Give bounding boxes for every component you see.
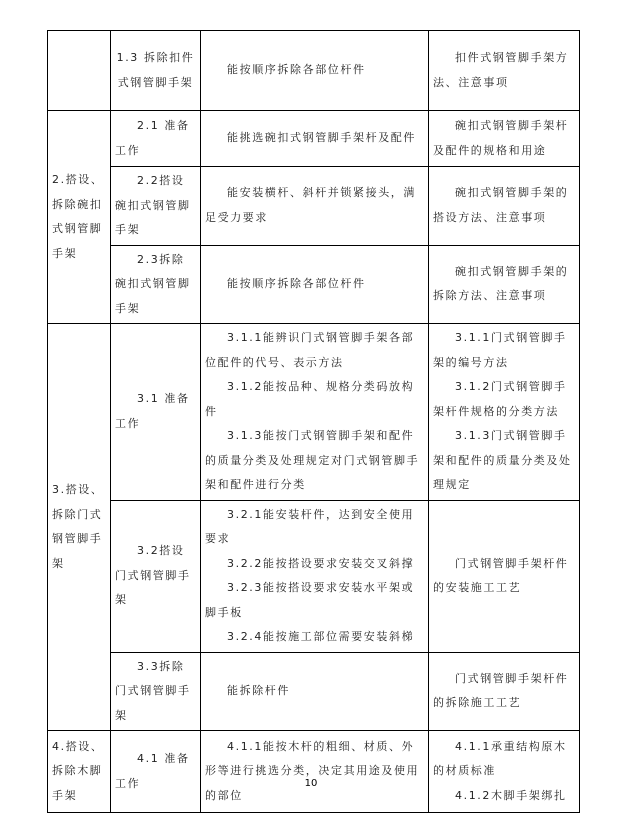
table-row	[48, 167, 580, 246]
knowledge-item: 3.1.2门式钢管脚手架杆件规格的分类方法	[433, 380, 567, 418]
table-row	[48, 500, 580, 652]
skill-cell: 能安装横杆、斜杆并锁紧接头，满足受力要求	[201, 167, 429, 246]
table-row	[48, 324, 580, 501]
item-cell: 1.3 拆除扣件式钢管脚手架	[111, 31, 201, 111]
item-cell: 2.3拆除碗扣式钢管脚手架	[111, 245, 201, 324]
knowledge-cell: 门式钢管脚手架杆件的安装施工工艺	[429, 500, 580, 652]
skill-cell: 能挑选碗扣式钢管脚手架杆及配件	[201, 111, 429, 167]
skill-cell	[201, 324, 429, 501]
skill-cell: 能按顺序拆除各部位杆件	[201, 31, 429, 111]
skill-item: 3.1.2能按品种、规格分类码放构件	[205, 380, 415, 418]
skill-item: 3.2.2能按搭设要求安装交叉斜撑	[227, 556, 415, 570]
item-cell: 3.3拆除门式钢管脚手架	[111, 652, 201, 731]
knowledge-cell: 门式钢管脚手架杆件的拆除施工工艺	[429, 652, 580, 731]
section-cell: 4.搭设、拆除木脚手架	[48, 731, 111, 813]
section-cell: 2.搭设、拆除碗扣式钢管脚手架	[48, 111, 111, 324]
knowledge-item: 3.1.1门式钢管脚手架的编号方法	[433, 331, 567, 369]
skill-item: 3.2.1能安装杆件，达到安全使用要求	[205, 507, 415, 545]
knowledge-cell: 碗扣式钢管脚手架杆及配件的规格和用途	[429, 111, 580, 167]
section-cell-empty	[48, 31, 111, 111]
table-row	[48, 31, 580, 111]
skill-cell: 能拆除杆件	[201, 652, 429, 731]
item-cell: 3.2搭设门式钢管脚手架	[111, 500, 201, 652]
knowledge-item: 3.1.3门式钢管脚手架和配件的质量分类及处理规定	[433, 429, 572, 491]
section-cell: 3.搭设、拆除门式钢管脚手架	[48, 324, 111, 731]
item-cell: 2.2搭设碗扣式钢管脚手架	[111, 167, 201, 246]
knowledge-cell	[429, 324, 580, 501]
skill-cell: 能按顺序拆除各部位杆件	[201, 245, 429, 324]
skill-cell: 4.1.1能按木杆的粗细、材质、外形等进行挑选分类，决定其用途及使用的部位	[201, 731, 429, 813]
table-row	[48, 731, 580, 813]
item-cell: 3.1 准备工作	[111, 324, 201, 501]
table-row	[48, 245, 580, 324]
skill-item: 3.1.3能按门式钢管脚手架和配件的质量分类及处理规定对门式钢管脚手架和配件进行分类	[205, 429, 420, 491]
skill-item: 3.2.3能按搭设要求安装水平架或脚手板	[205, 581, 415, 619]
knowledge-cell: 碗扣式钢管脚手架的拆除方法、注意事项	[429, 245, 580, 324]
table-row	[48, 652, 580, 731]
item-cell: 2.1 准备工作	[111, 111, 201, 167]
skill-item: 3.2.4能按施工部位需要安装斜梯	[227, 630, 415, 643]
table-row	[48, 111, 580, 167]
standards-table	[47, 30, 580, 813]
knowledge-item: 4.1.1承重结构原木的材质标准	[433, 739, 567, 778]
item-cell: 4.1 准备工作	[111, 731, 201, 813]
page-number: 10	[304, 778, 318, 789]
knowledge-cell: 碗扣式钢管脚手架的搭设方法、注意事项	[429, 167, 580, 246]
knowledge-cell: 扣件式钢管脚手架方法、注意事项	[429, 31, 580, 111]
skill-item: 3.1.1能辨识门式钢管脚手架各部位配件的代号、表示方法	[205, 331, 415, 369]
skill-cell	[201, 500, 429, 652]
knowledge-item: 4.1.2木脚手架绑扎	[455, 788, 567, 802]
knowledge-cell	[429, 731, 580, 813]
